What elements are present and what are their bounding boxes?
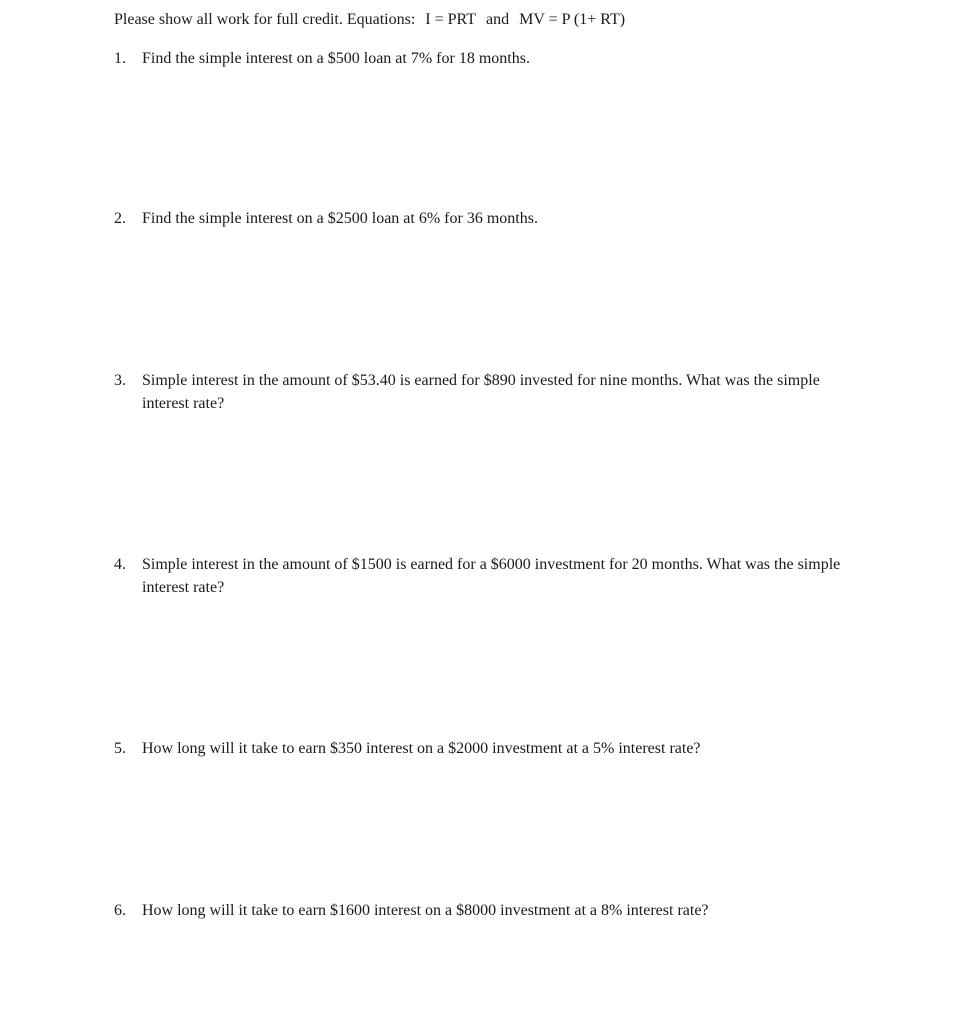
question-number: 3.: [114, 372, 126, 389]
instructions-connector: and: [486, 11, 510, 28]
instructions-line: [114, 8, 625, 31]
equation-simple-interest: I = PRT: [425, 11, 476, 28]
question-text: Simple interest in the amount of $53.40 is earned for $890 invested for nine months. What was the simple interest rate?: [142, 372, 820, 412]
question-number: 4.: [114, 556, 126, 573]
instructions-lead: Please show all work for full credit. Equations:: [114, 11, 416, 28]
question-number: 1.: [114, 50, 126, 67]
question-text: How long will it take to earn $350 interest on a $2000 investment at a 5% interest rate?: [142, 740, 701, 757]
question-text: How long will it take to earn $1600 interest on a $8000 investment at a 8% interest rate?: [142, 902, 709, 919]
question-number: 6.: [114, 902, 126, 919]
question-number: 5.: [114, 740, 126, 757]
question-text: Find the simple interest on a $500 loan at 7% for 18 months.: [142, 50, 530, 67]
equation-maturity-value: MV = P (1+ RT): [519, 11, 626, 28]
question-text: Find the simple interest on a $2500 loan at 6% for 36 months.: [142, 210, 538, 227]
question-number: 2.: [114, 210, 126, 227]
question-text: Simple interest in the amount of $1500 is earned for a $6000 investment for 20 months. What was the simple interest rate?: [142, 556, 841, 596]
